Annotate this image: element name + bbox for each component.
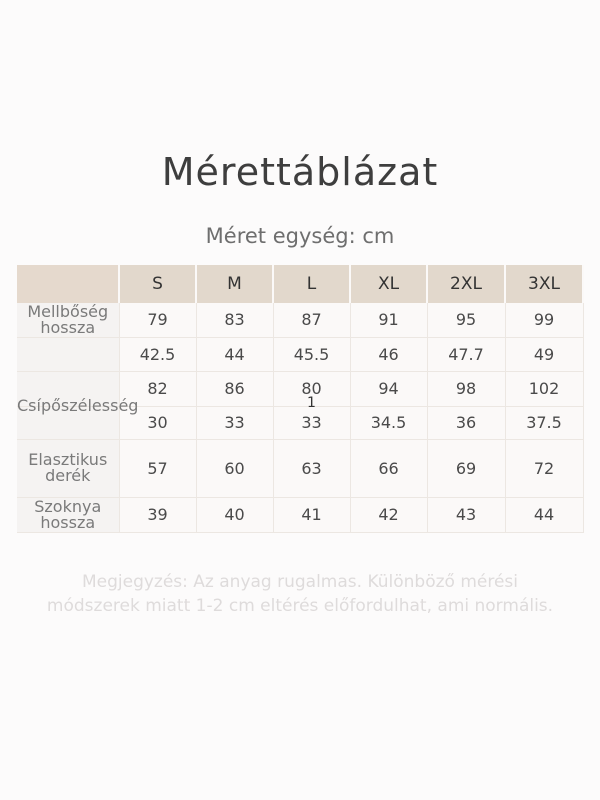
table-cell: 30 bbox=[119, 406, 196, 439]
table-cell: 37.5 bbox=[505, 406, 583, 439]
table-cell: 83 bbox=[196, 303, 273, 337]
table-cell bbox=[273, 371, 350, 411]
table-cell: 40 bbox=[196, 497, 273, 532]
table-cell: 91 bbox=[350, 303, 427, 337]
footnote-mark: 1 bbox=[307, 395, 316, 411]
table-cell: 87 bbox=[273, 303, 350, 337]
row-label-skirt-length: Szoknya hossza bbox=[17, 497, 119, 532]
table-cell: 36 bbox=[427, 406, 505, 439]
table-row bbox=[17, 371, 583, 406]
note-line-1: Megjegyzés: Az anyag rugalmas. Különböző mérési bbox=[81, 572, 519, 592]
header-row bbox=[17, 265, 583, 303]
row-label-empty bbox=[17, 337, 119, 371]
size-chart-table bbox=[17, 265, 584, 533]
table-cell: 46 bbox=[350, 337, 427, 371]
table-cell: 47.7 bbox=[427, 337, 505, 371]
table-row bbox=[17, 497, 583, 532]
table-cell: 57 bbox=[119, 439, 196, 497]
note-line-2: módszerek miatt 1-2 cm eltérés előfordulhat, ami normális. bbox=[46, 596, 554, 616]
table-cell: 102 bbox=[505, 371, 583, 406]
header-size-m: M bbox=[196, 265, 273, 303]
table-cell: 45.5 bbox=[273, 337, 350, 371]
table-cell: 94 bbox=[350, 371, 427, 406]
header-corner bbox=[17, 265, 119, 303]
table-cell: 44 bbox=[196, 337, 273, 371]
table-cell: 99 bbox=[505, 303, 583, 337]
table-cell: 63 bbox=[273, 439, 350, 497]
header-size-s: S bbox=[119, 265, 196, 303]
table-cell-value: 80 bbox=[301, 379, 322, 398]
table-cell: 49 bbox=[505, 337, 583, 371]
table-row bbox=[17, 303, 583, 337]
row-label-bust: Mellbőség hossza bbox=[17, 303, 119, 337]
table-cell: 42 bbox=[350, 497, 427, 532]
table-cell: 43 bbox=[427, 497, 505, 532]
table-cell: 60 bbox=[196, 439, 273, 497]
table-cell: 69 bbox=[427, 439, 505, 497]
measurement-note bbox=[0, 570, 600, 618]
cell-with-footnote bbox=[274, 379, 350, 411]
table-row bbox=[17, 439, 583, 497]
header-size-l: L bbox=[273, 265, 350, 303]
table-cell: 98 bbox=[427, 371, 505, 406]
table-cell: 72 bbox=[505, 439, 583, 497]
header-size-3xl: 3XL bbox=[505, 265, 583, 303]
table-cell: 82 bbox=[119, 371, 196, 406]
table-cell: 33 bbox=[273, 406, 350, 439]
table-cell: 41 bbox=[273, 497, 350, 532]
table-cell: 44 bbox=[505, 497, 583, 532]
row-label-hip bbox=[17, 371, 139, 415]
table-cell: 34.5 bbox=[350, 406, 427, 439]
table-cell: 42.5 bbox=[119, 337, 196, 371]
table-cell: 95 bbox=[427, 303, 505, 337]
row-label-waist: Elasztikus derék bbox=[17, 439, 119, 497]
unit-subtitle: Méret egység: cm bbox=[205, 224, 395, 248]
table-cell: 86 bbox=[196, 371, 273, 406]
table-cell: 33 bbox=[196, 406, 273, 439]
table-cell: 79 bbox=[119, 303, 196, 337]
header-size-2xl: 2XL bbox=[427, 265, 505, 303]
row-label-hip-text: Csípőszélesség bbox=[17, 395, 139, 415]
table-cell: 39 bbox=[119, 497, 196, 532]
page-title: Mérettáblázat bbox=[161, 150, 439, 194]
table-cell: 66 bbox=[350, 439, 427, 497]
header-size-xl: XL bbox=[350, 265, 427, 303]
table-row bbox=[17, 337, 583, 371]
